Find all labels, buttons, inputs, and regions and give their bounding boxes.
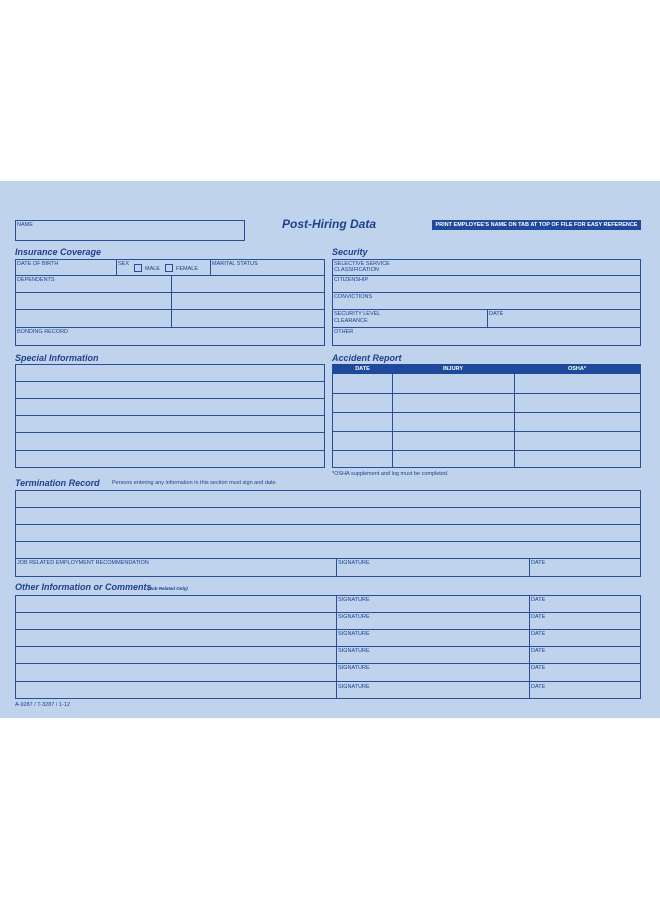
convictions-label: CONVICTIONS bbox=[334, 294, 373, 300]
termination-instruction: Persons entering any information in this section must sign and date. bbox=[112, 480, 278, 486]
form-code: A-9287 / T-3287 / 1-12 bbox=[15, 702, 70, 708]
accident-report-heading: Accident Report bbox=[332, 353, 402, 363]
other-signature-label: SIGNATURE bbox=[338, 648, 370, 654]
other-signature-label: SIGNATURE bbox=[338, 665, 370, 671]
termination-record-heading: Termination Record bbox=[15, 478, 100, 488]
name-field[interactable] bbox=[15, 220, 245, 241]
other-signature-label: SIGNATURE bbox=[338, 597, 370, 603]
other-date-label: DATE bbox=[531, 614, 546, 620]
other-date-label: DATE bbox=[531, 648, 546, 654]
other-date-label: DATE bbox=[531, 665, 546, 671]
page-title: Post-Hiring Data bbox=[282, 217, 377, 231]
clearance-label: CLEARANCE bbox=[334, 318, 368, 324]
other-information-box[interactable] bbox=[15, 595, 641, 699]
other-date-label: DATE bbox=[531, 631, 546, 637]
accident-report-table bbox=[332, 364, 641, 468]
male-label: MALE bbox=[145, 266, 160, 272]
female-label: FEMALE bbox=[176, 266, 199, 272]
security-other-label: OTHER bbox=[334, 329, 354, 335]
other-signature-label: SIGNATURE bbox=[338, 631, 370, 637]
security-level-label: SECURITY LEVEL bbox=[334, 311, 381, 317]
sex-label: SEX bbox=[118, 261, 130, 267]
insurance-heading: Insurance Coverage bbox=[15, 247, 102, 257]
classification-label: CLASSIFICATION bbox=[334, 267, 379, 273]
other-information-heading: Other Information or Comments bbox=[15, 582, 152, 592]
other-signature-label: SIGNATURE bbox=[338, 684, 370, 690]
special-information-heading: Special Information bbox=[15, 353, 99, 363]
marital-status-label: MARITAL STATUS bbox=[212, 261, 258, 267]
name-label: NAME bbox=[17, 222, 33, 228]
date-of-birth-label: DATE OF BIRTH bbox=[17, 261, 59, 267]
osha-note: *OSHA supplement and log must be completed. bbox=[332, 471, 449, 477]
other-signature-label: SIGNATURE bbox=[338, 614, 370, 620]
male-checkbox[interactable] bbox=[134, 264, 142, 272]
other-information-subheading: (Job Related Only) bbox=[148, 586, 188, 591]
bonding-record-label: BONDING RECORD bbox=[17, 329, 69, 335]
other-date-label: DATE bbox=[531, 684, 546, 690]
termination-signature-label: SIGNATURE bbox=[338, 560, 370, 566]
job-related-label: JOB RELATED EMPLOYMENT RECOMMENDATION bbox=[17, 560, 149, 566]
special-information-box[interactable] bbox=[15, 364, 325, 468]
security-date-label: DATE bbox=[489, 311, 504, 317]
other-date-label: DATE bbox=[531, 597, 546, 603]
security-heading: Security bbox=[332, 247, 368, 257]
accident-col-osha: OSHA* bbox=[514, 364, 640, 374]
termination-date-label: DATE bbox=[531, 560, 546, 566]
female-checkbox[interactable] bbox=[165, 264, 173, 272]
selective-service-label: SELECTIVE SERVICE bbox=[334, 261, 390, 267]
dependents-label: DEPENDENTS bbox=[17, 277, 55, 283]
citizenship-label: CITIZENSHIP bbox=[334, 277, 369, 283]
accident-col-injury: INJURY bbox=[392, 364, 514, 374]
accident-col-date: DATE bbox=[333, 364, 392, 374]
reference-banner: PRINT EMPLOYEE'S NAME ON TAB AT TOP OF FILE FOR EASY REFERENCE bbox=[432, 220, 641, 230]
